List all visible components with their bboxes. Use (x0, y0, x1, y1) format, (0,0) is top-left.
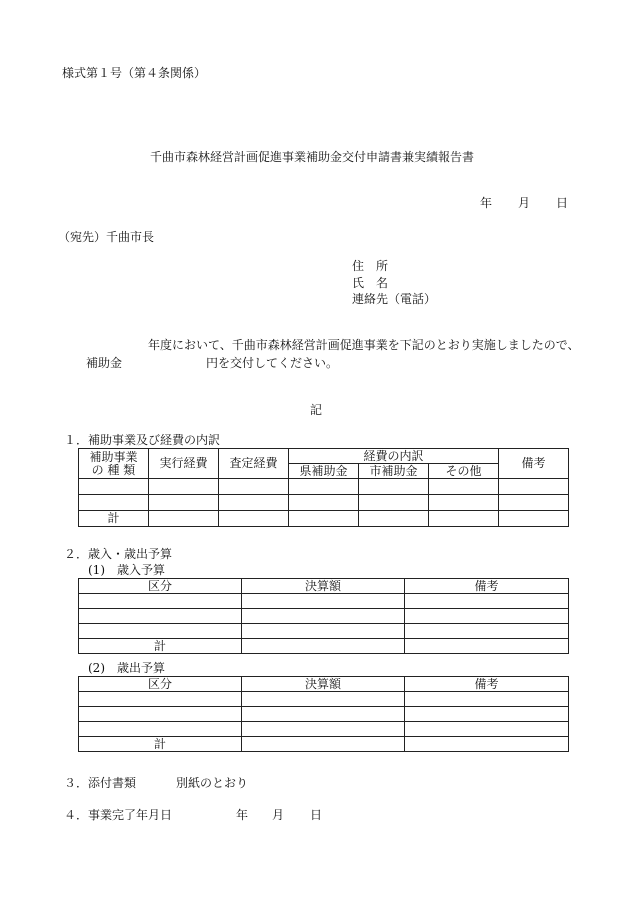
table-row (79, 479, 569, 495)
applicant-contact-label: 連絡先（電話） (352, 292, 437, 306)
date-month: 月 (518, 196, 531, 210)
header-remarks: 備考 (499, 449, 569, 479)
table-row (79, 495, 569, 511)
table-row (79, 609, 569, 624)
date-year: 年 (480, 196, 493, 210)
applicant-name-label: 氏 名 (352, 276, 389, 290)
header-breakdown: 経費の内訳 (289, 449, 499, 464)
body-line-1: 年度において、千曲市森林経営計画促進事業を下記のとおり実施しましたので、 (148, 338, 580, 352)
header-project-type: 補助事業 の 種 類 (79, 449, 149, 479)
body-line-2-suffix: 円を交付してください。 (206, 356, 339, 370)
table-row-total (79, 737, 569, 752)
body-line-2-prefix: 補助金 (86, 356, 123, 370)
expenditure-subheading: (2) 歳出予算 (88, 661, 165, 675)
revenue-header-amount: 決算額 (242, 579, 405, 594)
completion-day: 日 (310, 808, 323, 822)
section3-heading: ３．添付書類 (64, 776, 137, 790)
table-row-total (79, 639, 569, 654)
applicant-address-label: 住 所 (352, 259, 389, 273)
table-row (79, 594, 569, 609)
table-row (79, 692, 569, 707)
revenue-total-label: 計 (79, 639, 242, 654)
section2-heading: ２．歳入・歳出予算 (64, 547, 173, 561)
expenditure-header-amount: 決算額 (242, 677, 405, 692)
section1-heading: １．補助事業及び経費の内訳 (64, 433, 221, 447)
table-row-total (79, 511, 569, 527)
total-label: 計 (79, 511, 149, 527)
header-assessed-cost: 査定経費 (219, 449, 289, 479)
expenditure-header-category: 区分 (79, 677, 242, 692)
revenue-table (78, 578, 569, 654)
form-number: 様式第１号（第４条関係） (62, 66, 207, 80)
expenditure-table (78, 676, 569, 752)
expenditure-total-label: 計 (79, 737, 242, 752)
expense-table (78, 448, 569, 527)
completion-year: 年 (236, 808, 249, 822)
table-row (79, 707, 569, 722)
addressee: （宛先）千曲市長 (58, 230, 155, 244)
header-other: その他 (429, 464, 499, 479)
document-title: 千曲市森林経営計画促進事業補助金交付申請書兼実績報告書 (150, 150, 475, 164)
table-row (79, 624, 569, 639)
completion-month: 月 (272, 808, 285, 822)
ki-heading: 記 (310, 403, 323, 417)
header-pref-subsidy: 県補助金 (289, 464, 359, 479)
section4-heading: ４．事業完了年月日 (64, 808, 173, 822)
revenue-header-category: 区分 (79, 579, 242, 594)
expenditure-header-remarks: 備考 (405, 677, 569, 692)
section3-value: 別紙のとおり (176, 776, 249, 790)
table-row (79, 722, 569, 737)
revenue-header-remarks: 備考 (405, 579, 569, 594)
header-actual-cost: 実行経費 (149, 449, 219, 479)
date-day: 日 (556, 196, 569, 210)
header-city-subsidy: 市補助金 (359, 464, 429, 479)
revenue-subheading: (1) 歳入予算 (88, 563, 165, 577)
